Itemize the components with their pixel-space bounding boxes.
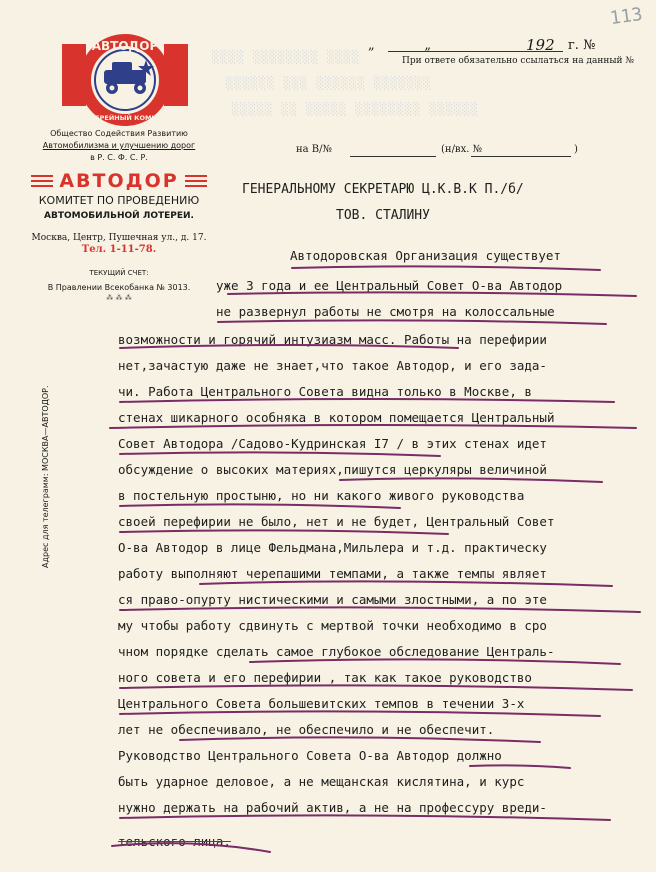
underline-mark	[110, 425, 636, 428]
archive-page-number: 113	[608, 3, 644, 30]
body-line: О-ва Автодор в лице Фельдмана,Мильлера и т.д. практическу	[118, 540, 547, 555]
underline-mark	[340, 478, 602, 482]
logo-top-text: АВТОДОР	[91, 39, 159, 53]
body-line: ного совета и его перефирии , так как такое руководство	[118, 670, 532, 685]
organization-letterhead	[24, 128, 214, 302]
body-line: нет,зачастую даже не знает,что такое Автодор, и его зада-	[118, 358, 547, 373]
body-line: стенах шикарного особняка в котором помещается Центральный	[118, 410, 555, 425]
body-line: не развернул работы не смотря на колоссальные	[216, 304, 555, 319]
bleed-through-text: ░░░░ ░░░░░░░░ ░░░░	[212, 50, 361, 64]
reply-note: При ответе обязательно ссылаться на данный №	[402, 56, 634, 66]
org-line-1: Общество Содействия Развитию	[50, 129, 188, 138]
body-line: Автодоровская Организация существует	[290, 248, 561, 263]
org-line-3: в Р. С. Ф. С. Р.	[90, 153, 148, 162]
reference-prefix: на В/№	[296, 144, 332, 155]
body-line: Центрального Совета большевитских темпов в течении 3-х	[118, 696, 525, 711]
account-label: ТЕКУЩИЙ СЧЕТ:	[89, 269, 149, 277]
body-line: чном порядке сделать самое глубокое обследование Централь-	[118, 644, 555, 659]
underline-mark	[120, 399, 614, 402]
underline-mark	[120, 607, 640, 612]
body-line: ся право-опурту нистическими и самыми злостными, а по эте	[118, 592, 547, 607]
org-line-2: Автомобилизма и улучшению дорог	[42, 141, 196, 150]
body-line: Руководство Центрального Совета О-ва Автодор должно	[118, 748, 502, 763]
telegram-address: Адрес для телеграмм: МОСКВА—АВТОДОР.	[41, 385, 50, 568]
brand-name: АВТОДОР	[59, 170, 179, 192]
underline-mark	[120, 685, 632, 690]
body-line: работу выполняют черепашими темпами, а также темпы являет	[118, 566, 547, 581]
reference-line	[296, 144, 586, 162]
underline-mark	[200, 581, 612, 586]
committee-subtitle: АВТОМОБИЛЬНОЙ ЛОТЕРЕИ.	[44, 211, 194, 221]
body-line: чи. Работа Центрального Совета видна только в Москве, в	[118, 384, 532, 399]
brand-dashes-right	[185, 175, 207, 187]
avtodor-logo	[60, 30, 190, 130]
incoming-underline	[471, 156, 571, 157]
addressee-line-2: ТОВ. СТАЛИНУ	[336, 208, 430, 223]
year-suffix-number: г. №	[568, 38, 596, 53]
body-line: уже 3 года и ее Центральный Совет О-ва Автодор	[216, 278, 563, 293]
incoming-close: )	[574, 144, 578, 155]
underline-mark	[218, 320, 606, 324]
underline-mark	[120, 504, 400, 508]
body-line: в постельную простыню, но ни какого живого руководства	[118, 488, 525, 503]
body-line: обсуждение о высоких материях,пишутся церкуляры величиной	[118, 462, 547, 477]
addressee-line-1: ГЕНЕРАЛЬНОМУ СЕКРЕТАРЮ Ц.К.В.К П./б/	[242, 182, 524, 197]
date-quote-marks: „ „	[368, 38, 432, 53]
date-number-line	[368, 36, 638, 54]
body-line: Совет Автодора /Садово-Кудринская I7 / в этих стенах идет	[118, 436, 547, 451]
body-line: быть ударное деловое, а не мещанская кислятина, и курс	[118, 774, 525, 789]
year: 192	[526, 36, 555, 54]
body-line: му чтобы работу сдвинуть с мертвой точки необходимо в сро	[118, 618, 547, 633]
date-underline	[388, 51, 563, 52]
bleed-through-text: ░░░░░ ░░ ░░░░░ ░░░░░░░░ ░░░░░░	[232, 102, 479, 116]
body-line: лет не обеспечивало, не обеспечило и не обеспечит.	[118, 722, 495, 737]
reference-underline	[350, 156, 436, 157]
logo-bottom-text: ЛОТЕРЕЙНЫЙ КОМИТЕТ	[79, 114, 171, 122]
underline-mark	[180, 737, 540, 742]
struck-line: тельского лица.	[118, 834, 231, 849]
underline-mark	[470, 765, 570, 768]
committee-title: КОМИТЕТ ПО ПРОВЕДЕНИЮ	[38, 194, 200, 207]
brand-dashes-left	[31, 175, 53, 187]
underline-mark	[120, 530, 448, 534]
brand-row	[24, 170, 214, 192]
underline-mark	[120, 815, 610, 820]
body-line: возможности и горячий интузиазм масс. Работы на перефирии	[118, 332, 547, 347]
org-phone: Тел. 1-11-78.	[81, 244, 157, 255]
incoming-label: (н/вх. №	[441, 144, 483, 155]
underline-mark	[292, 266, 600, 270]
bank-account: В Правлении Всекобанка № 3013.	[47, 283, 191, 292]
body-line: своей перефирии не было, нет и не будет, Центральный Совет	[118, 514, 555, 529]
underline-mark	[120, 711, 600, 716]
underline-mark	[120, 452, 440, 456]
ornament: ⁂ ⁂ ⁂	[106, 294, 132, 302]
underline-mark	[250, 659, 620, 664]
org-address: Москва, Центр, Пушечная ул., д. 17.	[31, 233, 207, 243]
body-line: нужно держать на рабочий актив, а не на профессуру вреди-	[118, 800, 547, 815]
bleed-through-text: ░░░░░░ ░░░ ░░░░░░ ░░░░░░░	[226, 76, 432, 90]
